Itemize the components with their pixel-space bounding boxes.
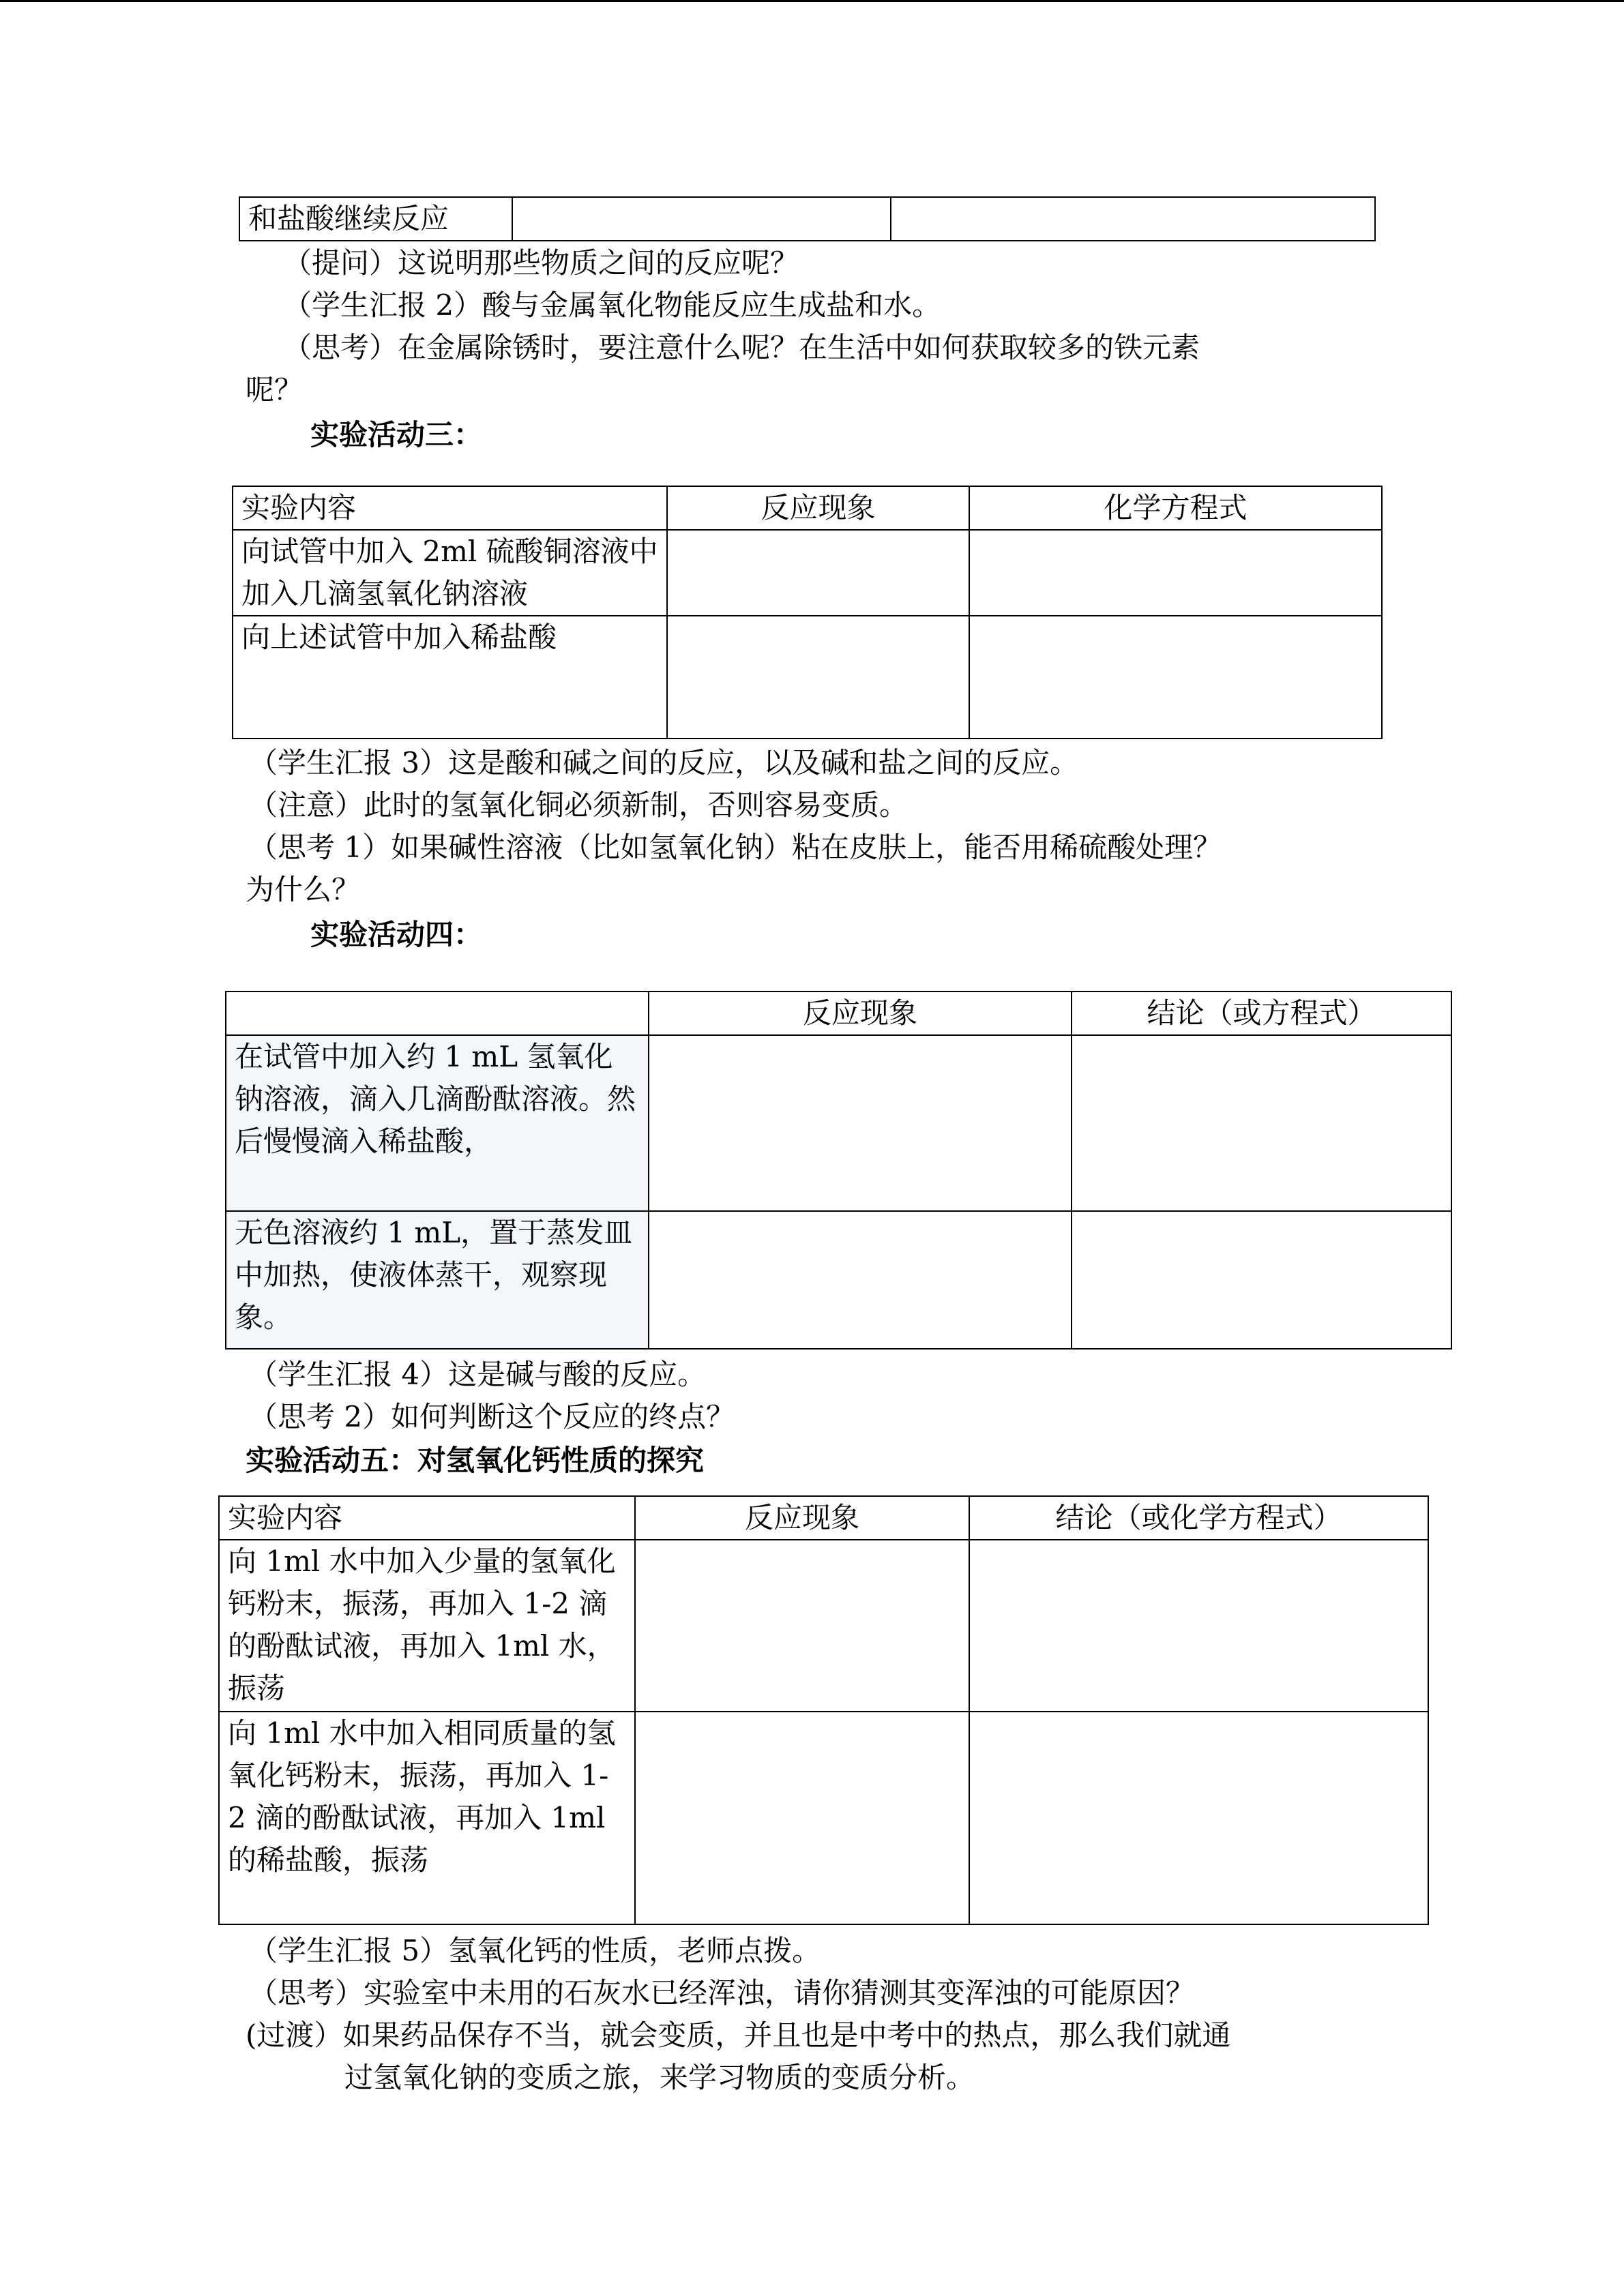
- header-cell: 反应现象: [635, 1496, 969, 1540]
- page-top-border: [0, 0, 1624, 2]
- table-row: [219, 1712, 1428, 1924]
- table-cell: [969, 1712, 1428, 1924]
- table-cell: 向 1ml 水中加入少量的氢氧化钙粉末，振荡，再加入 1-2 滴的酚酞试液，再加入 1ml 水，振荡: [219, 1540, 635, 1712]
- table-header-row: [219, 1496, 1428, 1540]
- activity3-heading: 实验活动三：: [310, 418, 483, 451]
- text-line: 过氢氧化钠的变质之旅，来学习物质的变质分析。: [344, 2061, 975, 2094]
- header-cell: 实验内容: [233, 486, 667, 530]
- table-cell: [969, 1540, 1428, 1712]
- activity4-heading: 实验活动四：: [310, 918, 483, 951]
- table-row: [226, 1035, 1451, 1211]
- table-cell: [969, 530, 1382, 616]
- text-line: （思考）在金属除锈时，要注意什么呢？在生活中如何获取较多的铁元素: [283, 331, 1200, 364]
- activity5-heading: 实验活动五：对氢氧化钙性质的探究: [246, 1444, 705, 1477]
- table-cell: [649, 1211, 1072, 1349]
- table-cell: [667, 530, 969, 616]
- text-line: 为什么？: [246, 873, 361, 906]
- table-cell: 向上述试管中加入稀盐酸: [233, 616, 667, 739]
- table-row: [239, 197, 1375, 241]
- table-row: [233, 616, 1382, 739]
- table-cell: [649, 1035, 1072, 1211]
- text-line: （注意）此时的氢氧化铜必须新制，否则容易变质。: [249, 788, 909, 822]
- header-cell: 反应现象: [649, 992, 1072, 1035]
- header-cell: 结论（或方程式）: [1072, 992, 1451, 1035]
- table-cell: [512, 197, 891, 241]
- text-line: （思考 1）如果碱性溶液（比如氢氧化钠）粘在皮肤上，能否用稀硫酸处理？: [249, 831, 1222, 864]
- text-line: （学生汇报 3）这是酸和碱之间的反应，以及碱和盐之间的反应。: [249, 746, 1079, 779]
- table-row: [219, 1540, 1428, 1712]
- table-row: [226, 1211, 1451, 1349]
- table-cell: [667, 616, 969, 739]
- text-line: (过渡）如果药品保存不当，就会变质，并且也是中考中的热点，那么我们就通: [246, 2018, 1231, 2052]
- table-cell: 在试管中加入约 1 mL 氢氧化钠溶液，滴入几滴酚酞溶液。然后慢慢滴入稀盐酸，: [226, 1035, 649, 1211]
- header-cell: 实验内容: [219, 1496, 635, 1540]
- table-activity4: [225, 991, 1452, 1350]
- text-line: 呢？: [246, 373, 304, 406]
- table-cell: [1072, 1035, 1451, 1211]
- table-row: [233, 530, 1382, 616]
- header-cell: [226, 992, 649, 1035]
- table-cell: [635, 1540, 969, 1712]
- text-line: （提问）这说明那些物质之间的反应呢？: [283, 246, 799, 280]
- table-cell: [1072, 1211, 1451, 1349]
- table-cell: 和盐酸继续反应: [239, 197, 512, 241]
- header-cell: 反应现象: [667, 486, 969, 530]
- table-cell: 向 1ml 水中加入相同质量的氢氧化钙粉末，振荡，再加入 1-2 滴的酚酞试液，再加入 1ml 的稀盐酸，振荡: [219, 1712, 635, 1924]
- table-cell: [891, 197, 1375, 241]
- table-header-row: [226, 992, 1451, 1035]
- header-cell: 结论（或化学方程式）: [969, 1496, 1428, 1540]
- text-line: （思考 2）如何判断这个反应的终点？: [249, 1400, 735, 1433]
- text-line: （学生汇报 2）酸与金属氧化物能反应生成盐和水。: [283, 288, 941, 322]
- table-cell: [635, 1712, 969, 1924]
- text-line: （思考）实验室中未用的石灰水已经浑浊，请你猜测其变浑浊的可能原因？: [249, 1976, 1195, 2010]
- table-header-row: [233, 486, 1382, 530]
- table-cell: [969, 616, 1382, 739]
- table-activity5: [218, 1495, 1429, 1925]
- table-cell: 无色溶液约 1 mL，置于蒸发皿中加热，使液体蒸干，观察现象。: [226, 1211, 649, 1349]
- text-line: （学生汇报 4）这是碱与酸的反应。: [249, 1358, 707, 1391]
- table-activity3: [232, 486, 1383, 739]
- header-cell: 化学方程式: [969, 486, 1382, 530]
- text-line: （学生汇报 5）氢氧化钙的性质，老师点拨。: [249, 1934, 821, 1967]
- table-cell: 向试管中加入 2ml 硫酸铜溶液中加入几滴氢氧化钠溶液: [233, 530, 667, 616]
- table-continuation: [239, 196, 1376, 241]
